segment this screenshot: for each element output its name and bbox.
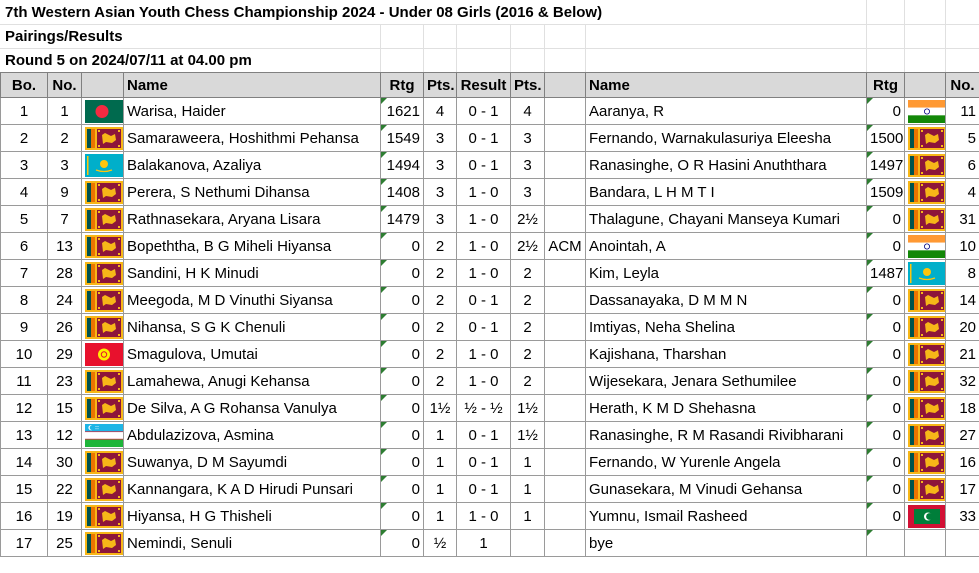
table-row xyxy=(1,125,979,152)
board-number: 8 xyxy=(1,287,48,314)
col-header-board: Bo. xyxy=(1,73,48,98)
col-header-pts-black: Pts. xyxy=(511,73,545,98)
black-player-name: Thalagune, Chayani Manseya Kumari xyxy=(586,206,867,233)
white-flag-cell xyxy=(82,179,124,206)
col-header-rtg-white: Rtg xyxy=(381,73,424,98)
white-rating: 1549 xyxy=(381,125,424,152)
white-player-number: 9 xyxy=(48,179,82,206)
board-number: 5 xyxy=(1,206,48,233)
sri-lanka-flag-icon xyxy=(85,181,123,204)
black-player-name: Herath, K M D Shehasna xyxy=(586,395,867,422)
black-title xyxy=(545,341,586,368)
black-player-name: Kim, Leyla xyxy=(586,260,867,287)
white-player-name: Rathnasekara, Aryana Lisara xyxy=(124,206,381,233)
black-title xyxy=(545,530,586,557)
white-flag-cell xyxy=(82,503,124,530)
white-flag-cell xyxy=(82,422,124,449)
sri-lanka-flag-icon xyxy=(908,343,946,366)
board-number: 17 xyxy=(1,530,48,557)
white-points: 2 xyxy=(424,233,457,260)
game-result: 1 - 0 xyxy=(457,233,511,260)
white-player-number: 29 xyxy=(48,341,82,368)
game-result: 1 - 0 xyxy=(457,179,511,206)
black-points: 3 xyxy=(511,152,545,179)
black-flag-cell xyxy=(905,314,946,341)
white-flag-cell xyxy=(82,314,124,341)
white-player-name: Samaraweera, Hoshithmi Pehansa xyxy=(124,125,381,152)
sri-lanka-flag-icon xyxy=(908,478,946,501)
black-player-number: 31 xyxy=(946,206,979,233)
white-player-number: 1 xyxy=(48,98,82,125)
black-points: 2 xyxy=(511,260,545,287)
black-flag-cell xyxy=(905,179,946,206)
black-title xyxy=(545,206,586,233)
white-rating: 0 xyxy=(381,395,424,422)
white-player-number: 13 xyxy=(48,233,82,260)
white-points: 1 xyxy=(424,449,457,476)
black-player-number: 10 xyxy=(946,233,979,260)
black-flag-cell xyxy=(905,341,946,368)
col-header-name-black: Name xyxy=(586,73,867,98)
white-player-number: 23 xyxy=(48,368,82,395)
black-rating: 0 xyxy=(867,206,905,233)
col-header-result: Result xyxy=(457,73,511,98)
maldives-flag-icon xyxy=(908,505,946,528)
black-player-number: 21 xyxy=(946,341,979,368)
black-player-number: 8 xyxy=(946,260,979,287)
black-title xyxy=(545,422,586,449)
white-rating: 0 xyxy=(381,341,424,368)
board-number: 15 xyxy=(1,476,48,503)
board-number: 4 xyxy=(1,179,48,206)
table-row xyxy=(1,449,979,476)
table-row xyxy=(1,179,979,206)
white-flag-cell xyxy=(82,260,124,287)
table-row xyxy=(1,476,979,503)
white-points: 2 xyxy=(424,341,457,368)
white-points: 1 xyxy=(424,422,457,449)
table-row xyxy=(1,152,979,179)
white-flag-cell xyxy=(82,287,124,314)
white-rating: 0 xyxy=(381,368,424,395)
white-rating: 0 xyxy=(381,260,424,287)
col-header-no-white: No. xyxy=(48,73,82,98)
sri-lanka-flag-icon xyxy=(85,397,123,420)
white-player-name: Lamahewa, Anugi Kehansa xyxy=(124,368,381,395)
black-player-number: 5 xyxy=(946,125,979,152)
black-rating: 0 xyxy=(867,98,905,125)
white-rating: 1479 xyxy=(381,206,424,233)
black-player-name: Bandara, L H M T I xyxy=(586,179,867,206)
sri-lanka-flag-icon xyxy=(85,532,123,555)
black-flag-cell xyxy=(905,233,946,260)
kazakhstan-flag-icon xyxy=(85,154,123,177)
sri-lanka-flag-icon xyxy=(908,208,946,231)
board-number: 11 xyxy=(1,368,48,395)
white-points: 1 xyxy=(424,476,457,503)
black-player-name: bye xyxy=(586,530,867,557)
table-row xyxy=(1,233,979,260)
black-points: 2½ xyxy=(511,233,545,260)
sri-lanka-flag-icon xyxy=(908,289,946,312)
black-title xyxy=(545,395,586,422)
black-rating: 1497 xyxy=(867,152,905,179)
black-rating: 0 xyxy=(867,395,905,422)
black-player-number: 20 xyxy=(946,314,979,341)
black-title xyxy=(545,476,586,503)
black-points xyxy=(511,530,545,557)
sri-lanka-flag-icon xyxy=(908,127,946,150)
col-header-title-black xyxy=(545,73,586,98)
black-title xyxy=(545,179,586,206)
white-player-name: Meegoda, M D Vinuthi Siyansa xyxy=(124,287,381,314)
sri-lanka-flag-icon xyxy=(85,316,123,339)
black-points: 1 xyxy=(511,503,545,530)
white-points: 3 xyxy=(424,206,457,233)
white-player-name: Suwanya, D M Sayumdi xyxy=(124,449,381,476)
tournament-title: 7th Western Asian Youth Chess Championship 2024 - Under 08 Girls (2016 & Below) xyxy=(5,4,603,21)
col-header-no-black: No. xyxy=(946,73,979,98)
sri-lanka-flag-icon xyxy=(85,505,123,528)
white-player-number: 24 xyxy=(48,287,82,314)
white-rating: 1621 xyxy=(381,98,424,125)
black-player-name: Wijesekara, Jenara Sethumilee xyxy=(586,368,867,395)
white-player-name: Bopeththa, B G Miheli Hiyansa xyxy=(124,233,381,260)
black-player-name: Fernando, Warnakulasuriya Eleesha xyxy=(586,125,867,152)
black-player-number: 18 xyxy=(946,395,979,422)
sri-lanka-flag-icon xyxy=(908,316,946,339)
white-player-name: Balakanova, Azaliya xyxy=(124,152,381,179)
white-player-number: 26 xyxy=(48,314,82,341)
black-points: 2 xyxy=(511,341,545,368)
black-title xyxy=(545,260,586,287)
col-header-name-white: Name xyxy=(124,73,381,98)
black-player-name: Yumnu, Ismail Rasheed xyxy=(586,503,867,530)
white-rating: 0 xyxy=(381,530,424,557)
black-player-name: Anointah, A xyxy=(586,233,867,260)
black-flag-cell xyxy=(905,422,946,449)
table-row xyxy=(1,206,979,233)
white-rating: 0 xyxy=(381,287,424,314)
black-points: 3 xyxy=(511,125,545,152)
black-points: 1 xyxy=(511,449,545,476)
sri-lanka-flag-icon xyxy=(908,181,946,204)
black-title: ACM xyxy=(545,233,586,260)
white-flag-cell xyxy=(82,206,124,233)
header-row xyxy=(1,73,979,98)
table-row xyxy=(1,287,979,314)
black-flag-cell xyxy=(905,476,946,503)
sri-lanka-flag-icon xyxy=(908,154,946,177)
white-points: 3 xyxy=(424,179,457,206)
white-player-number: 22 xyxy=(48,476,82,503)
white-points: 2 xyxy=(424,260,457,287)
game-result: 0 - 1 xyxy=(457,449,511,476)
white-flag-cell xyxy=(82,341,124,368)
black-rating: 1500 xyxy=(867,125,905,152)
board-number: 1 xyxy=(1,98,48,125)
black-player-name: Aaranya, R xyxy=(586,98,867,125)
white-rating: 0 xyxy=(381,422,424,449)
white-flag-cell xyxy=(82,476,124,503)
black-flag-cell xyxy=(905,368,946,395)
sri-lanka-flag-icon xyxy=(85,235,123,258)
black-rating: 1487 xyxy=(867,260,905,287)
black-flag-cell xyxy=(905,503,946,530)
black-points: 1 xyxy=(511,476,545,503)
black-title xyxy=(545,125,586,152)
white-player-number: 7 xyxy=(48,206,82,233)
white-flag-cell xyxy=(82,368,124,395)
pairings-body xyxy=(1,98,979,557)
black-rating: 0 xyxy=(867,449,905,476)
black-player-number: 17 xyxy=(946,476,979,503)
game-result: 1 - 0 xyxy=(457,368,511,395)
black-flag-cell xyxy=(905,152,946,179)
board-number: 16 xyxy=(1,503,48,530)
black-flag-cell xyxy=(905,125,946,152)
black-points: 1½ xyxy=(511,395,545,422)
sri-lanka-flag-icon xyxy=(908,370,946,393)
black-player-name: Kajishana, Tharshan xyxy=(586,341,867,368)
table-row xyxy=(1,368,979,395)
black-player-number: 32 xyxy=(946,368,979,395)
sri-lanka-flag-icon xyxy=(908,397,946,420)
white-player-name: Nemindi, Senuli xyxy=(124,530,381,557)
black-player-number: 11 xyxy=(946,98,979,125)
white-player-name: Smagulova, Umutai xyxy=(124,341,381,368)
white-points: ½ xyxy=(424,530,457,557)
sri-lanka-flag-icon xyxy=(85,208,123,231)
white-rating: 0 xyxy=(381,233,424,260)
black-player-number xyxy=(946,530,979,557)
white-flag-cell xyxy=(82,152,124,179)
game-result: 1 - 0 xyxy=(457,206,511,233)
game-result: 1 xyxy=(457,530,511,557)
black-points: 2 xyxy=(511,287,545,314)
white-flag-cell xyxy=(82,98,124,125)
board-number: 3 xyxy=(1,152,48,179)
sri-lanka-flag-icon xyxy=(85,478,123,501)
sri-lanka-flag-icon xyxy=(85,262,123,285)
black-rating: 0 xyxy=(867,422,905,449)
india-flag-icon xyxy=(908,235,946,258)
black-player-number: 16 xyxy=(946,449,979,476)
game-result: 1 - 0 xyxy=(457,503,511,530)
white-rating: 1408 xyxy=(381,179,424,206)
board-number: 10 xyxy=(1,341,48,368)
white-player-name: Abdulazizova, Asmina xyxy=(124,422,381,449)
black-title xyxy=(545,449,586,476)
white-player-name: Sandini, H K Minudi xyxy=(124,260,381,287)
black-player-number: 27 xyxy=(946,422,979,449)
white-points: 2 xyxy=(424,368,457,395)
black-flag-cell xyxy=(905,260,946,287)
sri-lanka-flag-icon xyxy=(85,370,123,393)
black-flag-cell xyxy=(905,287,946,314)
table-row xyxy=(1,98,979,125)
game-result: 0 - 1 xyxy=(457,287,511,314)
black-points: 2½ xyxy=(511,206,545,233)
white-rating: 0 xyxy=(381,476,424,503)
black-rating: 1509 xyxy=(867,179,905,206)
uzbekistan-flag-icon xyxy=(85,424,123,447)
white-player-name: Perera, S Nethumi Dihansa xyxy=(124,179,381,206)
board-number: 9 xyxy=(1,314,48,341)
white-player-name: Kannangara, K A D Hirudi Punsari xyxy=(124,476,381,503)
game-result: 0 - 1 xyxy=(457,476,511,503)
kazakhstan-flag-icon xyxy=(908,262,946,285)
black-player-name: Imtiyas, Neha Shelina xyxy=(586,314,867,341)
white-player-name: Warisa, Haider xyxy=(124,98,381,125)
black-title xyxy=(545,368,586,395)
black-player-name: Fernando, W Yurenle Angela xyxy=(586,449,867,476)
table-row xyxy=(1,395,979,422)
sri-lanka-flag-icon xyxy=(908,424,946,447)
black-rating xyxy=(867,530,905,557)
black-title xyxy=(545,98,586,125)
black-points: 1½ xyxy=(511,422,545,449)
black-rating: 0 xyxy=(867,503,905,530)
sri-lanka-flag-icon xyxy=(908,451,946,474)
white-player-number: 15 xyxy=(48,395,82,422)
black-player-name: Dassanayaka, D M M N xyxy=(586,287,867,314)
black-title xyxy=(545,314,586,341)
black-flag-cell xyxy=(905,395,946,422)
black-title xyxy=(545,287,586,314)
board-number: 2 xyxy=(1,125,48,152)
white-points: 3 xyxy=(424,152,457,179)
game-result: ½ - ½ xyxy=(457,395,511,422)
black-player-number: 14 xyxy=(946,287,979,314)
game-result: 0 - 1 xyxy=(457,314,511,341)
black-rating: 0 xyxy=(867,368,905,395)
board-number: 6 xyxy=(1,233,48,260)
black-points: 2 xyxy=(511,368,545,395)
white-player-name: De Silva, A G Rohansa Vanulya xyxy=(124,395,381,422)
white-player-number: 19 xyxy=(48,503,82,530)
black-title xyxy=(545,503,586,530)
game-result: 0 - 1 xyxy=(457,125,511,152)
board-number: 7 xyxy=(1,260,48,287)
black-points: 4 xyxy=(511,98,545,125)
white-points: 2 xyxy=(424,314,457,341)
india-flag-icon xyxy=(908,100,946,123)
game-result: 0 - 1 xyxy=(457,152,511,179)
black-points: 2 xyxy=(511,314,545,341)
white-rating: 0 xyxy=(381,314,424,341)
game-result: 0 - 1 xyxy=(457,98,511,125)
sri-lanka-flag-icon xyxy=(85,127,123,150)
bangladesh-flag-icon xyxy=(85,100,123,123)
black-flag-cell xyxy=(905,98,946,125)
white-points: 1½ xyxy=(424,395,457,422)
table-row xyxy=(1,422,979,449)
white-player-name: Nihansa, S G K Chenuli xyxy=(124,314,381,341)
kyrgyzstan-flag-icon xyxy=(85,343,123,366)
black-player-name: Ranasinghe, R M Rasandi Rivibharani xyxy=(586,422,867,449)
white-player-number: 30 xyxy=(48,449,82,476)
white-flag-cell xyxy=(82,530,124,557)
white-player-number: 25 xyxy=(48,530,82,557)
board-number: 14 xyxy=(1,449,48,476)
white-flag-cell xyxy=(82,233,124,260)
game-result: 0 - 1 xyxy=(457,422,511,449)
black-flag-cell xyxy=(905,449,946,476)
white-flag-cell xyxy=(82,125,124,152)
black-rating: 0 xyxy=(867,314,905,341)
col-header-flag-black xyxy=(905,73,946,98)
table-row xyxy=(1,314,979,341)
table-row xyxy=(1,530,979,557)
black-points: 3 xyxy=(511,179,545,206)
white-rating: 0 xyxy=(381,503,424,530)
white-player-number: 12 xyxy=(48,422,82,449)
table-row xyxy=(1,260,979,287)
white-rating: 0 xyxy=(381,449,424,476)
black-rating: 0 xyxy=(867,476,905,503)
board-number: 12 xyxy=(1,395,48,422)
black-flag-cell xyxy=(905,206,946,233)
white-rating: 1494 xyxy=(381,152,424,179)
black-player-number: 4 xyxy=(946,179,979,206)
black-title xyxy=(545,152,586,179)
black-rating: 0 xyxy=(867,341,905,368)
col-header-flag-white xyxy=(82,73,124,98)
game-result: 1 - 0 xyxy=(457,260,511,287)
white-points: 3 xyxy=(424,125,457,152)
game-result: 1 - 0 xyxy=(457,341,511,368)
pairings-subtitle: Pairings/Results xyxy=(5,28,123,45)
table-row xyxy=(1,503,979,530)
black-player-number: 6 xyxy=(946,152,979,179)
sri-lanka-flag-icon xyxy=(85,451,123,474)
white-player-number: 2 xyxy=(48,125,82,152)
white-player-name: Hiyansa, H G Thisheli xyxy=(124,503,381,530)
sri-lanka-flag-icon xyxy=(85,289,123,312)
col-header-pts-white: Pts. xyxy=(424,73,457,98)
round-info: Round 5 on 2024/07/11 at 04.00 pm xyxy=(5,52,252,69)
black-player-number: 33 xyxy=(946,503,979,530)
black-player-name: Gunasekara, M Vinudi Gehansa xyxy=(586,476,867,503)
board-number: 13 xyxy=(1,422,48,449)
white-points: 4 xyxy=(424,98,457,125)
white-flag-cell xyxy=(82,395,124,422)
black-rating: 0 xyxy=(867,287,905,314)
white-flag-cell xyxy=(82,449,124,476)
white-player-number: 3 xyxy=(48,152,82,179)
black-player-name: Ranasinghe, O R Hasini Anuththara xyxy=(586,152,867,179)
col-header-rtg-black: Rtg xyxy=(867,73,905,98)
table-row xyxy=(1,341,979,368)
black-rating: 0 xyxy=(867,233,905,260)
white-points: 2 xyxy=(424,287,457,314)
white-player-number: 28 xyxy=(48,260,82,287)
white-points: 1 xyxy=(424,503,457,530)
pairings-table xyxy=(0,72,979,557)
black-flag-cell xyxy=(905,530,946,557)
